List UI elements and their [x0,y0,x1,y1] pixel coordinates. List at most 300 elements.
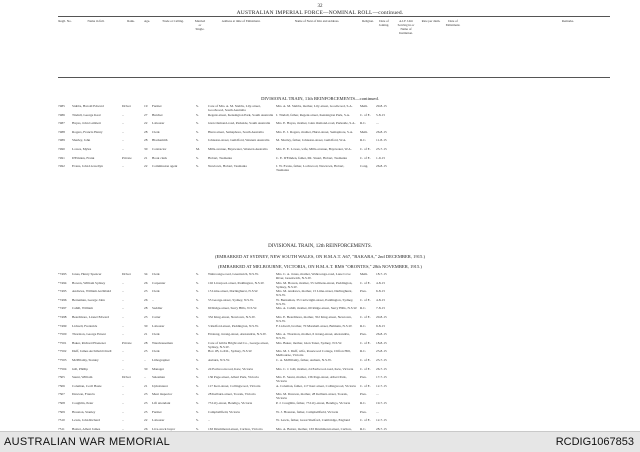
cell-date: 17-7-15 [376,375,387,380]
cell-ms: S. [196,383,199,388]
cell-trade: Clerk [152,272,160,276]
table-row [58,156,610,164]
table-row [58,130,610,138]
cell-age: .. [144,358,146,362]
cell-name: Bowen, William Sydney [72,280,106,285]
cell-age: 22 [144,418,148,423]
cell-date: 4-8-15 [376,297,386,302]
cell-addr: Ettalong, Jerang-street, Alexandria, N.S.W. [208,332,267,337]
cell-age: 25 [144,349,148,354]
cell-no: 7488 [58,129,65,134]
table-row [58,392,610,400]
cell-kin: W. Bernaman, 35 Cartwright-street, Paddington, Sydney, N.S.W. [276,297,354,306]
cell-date: 18-7-15 [376,272,387,276]
cell-ms: S. [196,358,199,362]
cell-kin: C. E. D'Emden, father, Mt. Stuart, Hobart, Tasmania [276,155,347,160]
cell-trade: Live-stock buyer [152,426,176,431]
cell-kin: F. Lidwell, brother, 70 Marshall-street, Balmain, N.S.W. [276,323,353,328]
cell-date: 26-8-15 [376,164,387,169]
cell-addr: Box 1B, G.P.O., Sydney, N.S.W. [208,349,253,354]
cell-date: 1-9-15 [376,155,386,160]
cell-trade: Clerk [152,332,160,337]
col-unit: A.I.F. Unit Serving in or Name of Institution. [397,19,415,35]
cell-addr: Wahroonga-road, Greenwich, N.S.W. [208,272,259,276]
cell-rel: C. of E. [360,358,371,362]
cell-trade: .. [152,297,154,302]
cell-rank: .. [122,332,124,337]
cell-age: 28 [144,340,148,345]
cell-rel: Meth. [360,104,369,108]
cell-name: Tindall, George Keal [72,112,101,117]
cell-kin: J. W. Evans, father, Lochwood, Newtown, Hobart, Tasmania [276,164,345,173]
cell-rank: Driver [122,272,131,276]
cell-no: *7499 [58,323,67,328]
col-married: Married or Single. [194,19,206,31]
cell-trade: Labourer [152,418,165,423]
cell-date: 26-7-15 [376,366,387,371]
table-row [58,306,610,314]
cell-rel: R.C. [360,121,367,126]
cell-trade: Upholsterer [152,383,169,388]
cell-age: 21 [144,383,148,388]
table-row [58,289,610,297]
cell-rel: R.C. [360,306,367,311]
cell-age: 30 [144,147,148,151]
cell-addr: Johnston-street, Guildford, Western Australia [208,138,270,143]
cell-addr: Campbellfield, Victoria [208,409,240,414]
cell-rel: Pres. [360,375,367,380]
page-number: 32 [317,4,323,9]
cell-name: Saunt, William [72,375,93,380]
cell-rel: C. of E. [360,366,371,371]
cell-name: Stubbs, Harold Edward [72,104,104,108]
cell-age: 23 [144,289,148,294]
cell-date: 4-8-15 [376,280,386,285]
cell-trade: Farmer [152,104,162,108]
cell-addr: Care of Mrs. A. M. Stubbs, Lily-street, Goodwood, South Australia [208,104,261,112]
cell-rel: Pres. [360,409,367,414]
cell-ms: S. [196,401,199,405]
table-row [58,315,610,323]
table-row [58,104,610,112]
cell-trade: Contractor [152,147,167,151]
table-row [58,121,610,129]
cell-name: Coleman, Cecil Basie [72,383,102,388]
cell-no: *7501 [58,340,67,345]
cell-no: 7505 [58,375,65,380]
cell-ms: S. [196,112,199,117]
cell-trade: Commission agent [152,164,178,169]
cell-rank: Driver [122,375,131,380]
cell-rank: .. [122,418,124,423]
cell-kin: J. Tindall, father, Regent-street, Kensington Park, S.A. [276,112,350,117]
cell-no: *7494 [58,280,67,285]
cell-rank: .. [122,426,124,431]
cell-name: Beardmore, Lionel Edward [72,315,110,319]
cell-ms: S. [196,104,199,108]
cell-age: 21 [144,332,148,337]
cell-kin: P. J. Coughlin, father, 73 Lily-street, Bendigo, Victoria [276,401,351,405]
cell-trade: Clerk [152,129,160,134]
cell-rel: C. of E. [360,383,371,388]
cell-name: Dawson, Francis [72,392,95,397]
cell-addr: Hobart, Tasmania [208,155,232,160]
cell-addr: Care of Gibbs Bright and Co., George-street, Sydney, N.S.W. [208,340,269,349]
col-regtl-no: Regtl. No. [58,19,72,23]
cell-name: Andrews, William Archibald [72,289,112,294]
cell-ms: S. [196,323,199,328]
table-row [58,367,610,375]
cell-no: 7507 [58,392,65,397]
col-religion: Religion. [362,19,374,23]
cell-ms: S. [196,340,199,345]
section-2-heading: DIVISIONAL TRAIN, 12th REINFORCEMENTS. [268,244,372,249]
cell-name: Lidwell, Frederick [72,323,98,328]
cell-kin: W. Lewis, father, Great Shelford, Cambridge, England [276,418,350,423]
cell-rank: .. [122,297,124,302]
cell-trade: Warehouseman [152,340,173,345]
cell-kin: Mrs. E. Beardmore, mother, 352 King-street, Newtown, N.S.W. [276,315,352,323]
cell-kin: W. J. Houston, father, Campbellfield, Victoria [276,409,339,414]
cell-addr: Auburn, N.S.W. [208,358,230,362]
cell-rel: C. of E. [360,147,371,151]
cell-name: D'Emden, Frank [72,155,95,160]
cell-ms: S. [196,375,199,380]
cell-rank: .. [122,392,124,397]
cell-rank: .. [122,323,124,328]
cell-date: 19-7-15 [376,401,387,405]
cell-rank: .. [122,289,124,294]
cell-rank: .. [122,383,124,388]
table-row [58,384,610,392]
cell-trade: Clerk [152,289,160,294]
cell-rel: R.C. [360,401,367,405]
cell-addr: 55 George-street, Sydney, N.S.W. [208,297,254,302]
cell-kin: Mrs. E. Saunt, mother, 136 Page-street, Albert Park, Victoria [276,375,347,384]
footer-bar [0,431,640,452]
cell-rank: Private [122,340,132,345]
cell-rank: .. [122,147,124,151]
cell-name: Duff, James Archibald Orrell [72,349,112,354]
col-rank: Rank. [127,19,135,23]
cell-age: 28 [144,129,148,134]
cell-rank: .. [122,366,124,371]
col-enlist-date: Date of Enlistment. [445,19,461,27]
cell-ms: S. [196,306,199,311]
cell-rel: Meth. [360,272,369,276]
cell-rel: C. of E. [360,340,371,345]
cell-rel: C. of E. [360,315,371,319]
cell-no: 7511 [58,426,65,431]
cell-no: 7490 [58,147,65,151]
footer-source: AUSTRALIAN WAR MEMORIAL [4,436,171,448]
cell-no: 7492 [58,164,65,169]
cell-rel: R.C. [360,323,367,328]
cell-date: 9-8-15 [376,323,386,328]
cell-date: 20-8-15 [376,315,387,319]
cell-addr: .. [208,418,210,423]
cell-name: Jones, Henry Spencer [72,272,102,276]
col-age: Age. [143,19,151,23]
cell-rel: R.C. [360,426,367,431]
cell-trade: Saddler [152,306,163,311]
cell-rank: .. [122,358,124,362]
cell-trade: Meat inspector [152,392,173,397]
cell-addr: 117 Kerr-street, Collingwood, Victoria [208,383,261,388]
cell-trade: Carpenter [152,280,166,285]
cell-no: 7509 [58,409,65,414]
cell-date: 12-7-15 [376,383,387,388]
cell-date: 28-7-15 [376,426,387,431]
cell-kin: A. Coleman, father, 117 Kerr-street, Collingwood, Victoria [276,383,356,388]
table-row [58,418,610,426]
cell-trade: Labourer [152,121,165,126]
cell-kin: Mrs. C. J. Gill, mother, 24 Earlwood-road, Kew, Victoria [276,366,354,371]
cell-age: 21 [144,155,148,160]
table-row [58,272,610,280]
table-row [58,324,610,332]
cell-date: ... [376,121,379,126]
cell-age: 23 [144,401,148,405]
cell-kin: Mrs. A. Baxter, mother, 163 Drummond-street, Carlton, [276,426,352,431]
cell-kin: Mrs. E. J. Rogers, mother, Hurst-street, Semaphore, S.A. [276,129,354,134]
cell-addr: 24 Earlwood-road, Kew, Victoria [208,366,253,371]
section-1-heading: DIVISIONAL TRAIN, 11th REINFORCEMENTS—continued. [261,96,379,101]
cell-no: 7487 [58,121,65,126]
cell-trade: Blacksmith [152,138,168,143]
cell-name: Baker, Richard Ebenezer [72,340,106,345]
cell-trade: Labourer [152,323,165,328]
cell-date: 23-7-15 [376,147,387,151]
cell-no: *7498 [58,315,67,319]
cell-date: 6-8-15 [376,289,386,294]
cell-kin: Mrs. A. Cahill, mother, 60 Ridge-street, Surry Hills, N.S.W. [276,306,358,311]
cell-addr: Regent-street, Kensington Park, South Australia [208,112,274,117]
cell-addr: 102 Liverpool-street, Paddington, N.S.W. [208,280,265,285]
cell-name: Evans, John Llewellyn [72,164,103,169]
cell-kin: M. Sharley, father, Johnston-street, Guildford, W.A. [276,138,347,143]
cell-no: *7504 [58,366,67,371]
cell-rank: .. [122,409,124,414]
cell-no: 7508 [58,401,65,405]
table-row [58,341,610,349]
cell-rel: Pres. [360,392,367,397]
cell-date: 5-8-15 [376,112,386,117]
cell-ms: S. [196,426,199,431]
cell-rel: C. of E. [360,297,371,302]
cell-age: 34 [144,272,148,276]
table-row [58,375,610,383]
col-remarks: Remarks. [561,19,575,23]
cell-rel: Meth. [360,129,369,134]
cell-trade: Salesman [152,375,165,380]
cell-trade: Manager [152,366,165,371]
cell-kin: C. A. McPillamy, father, Auburn, N.S.W. [276,358,332,362]
cell-rel: C. of E. [360,418,371,423]
cell-ms: S. [196,392,199,397]
cell-rank: .. [122,280,124,285]
cell-age: 23 [144,315,148,319]
cell-addr: Newtown, Hobart, Tasmania [208,164,247,169]
cell-age: 26 [144,280,148,285]
cell-name: Lewis, John Richard [72,418,100,423]
cell-name: Coughlin, Peter [72,401,94,405]
cell-name: Hayes, John Lambert [72,121,101,126]
cell-rank: .. [122,164,124,169]
cell-rank: .. [122,129,124,134]
cell-age: 30 [144,323,148,328]
cell-addr: 28 Kelburn-street, Toorak, Victoria [208,392,256,397]
cell-addr: Glen Osmond-road, Parkside, South Australia [208,121,271,126]
cell-no: *7495 [58,289,67,294]
cell-ms: S. [196,129,199,134]
cell-no: 7486 [58,112,65,117]
cell-addr: Hurst-street, Semaphore, South Australia [208,129,264,134]
cell-age: 25 [144,409,148,414]
cell-ms: S. [196,332,199,337]
cell-age: 22 [144,121,148,126]
cell-rel: Pres. [360,332,367,337]
cell-age: 28 [144,138,148,143]
cell-ms: M. [196,147,200,151]
cell-name: Thornton, George Ernest [72,332,106,337]
cell-addr: 60 Ridge-street, Surry Hills, N.S.W. [208,306,257,311]
table-row [58,113,610,121]
cell-no: 7506 [58,383,65,388]
cell-rel: C. of E. [360,112,371,117]
cell-no: *7503 [58,358,67,362]
table-row [58,401,610,409]
section-2-subheading-melbourne: (EMBARKED AT MELBOURNE, VICTORIA, ON H.M.A.T. RMS "ORONTES," 28th NOVEMBER, 1915.) [218,264,422,269]
cell-no: 7489 [58,138,65,143]
cell-rel: R.C. [360,138,367,143]
cell-age: 26 [144,426,148,431]
table-row [58,164,610,172]
cell-rank: .. [122,306,124,311]
cell-date: 12-7-15 [376,418,387,423]
cell-ms: S. [196,409,199,414]
cell-age: 28 [144,306,148,311]
cell-ms: S. [196,138,199,143]
table-row [58,281,610,289]
cell-trade: Farmer [152,409,162,414]
cell-addr: 5 Redford-street, Paddington, N.S.W. [208,323,259,328]
cell-ms: S. [196,121,199,126]
cell-date: 23-8-15 [376,349,387,354]
cell-age: 23 [144,392,148,397]
cell-rel: Pres. [360,289,367,294]
cell-trade: Lithographer [152,358,170,362]
cell-rank: .. [122,112,124,117]
col-trade: Trade or Calling. [162,19,184,23]
cell-date: 26-8-15 [376,332,387,337]
cell-ms: S. [196,289,199,294]
cell-rank: .. [122,401,124,405]
col-rate: Rate per diem. [421,19,441,23]
cell-kin: Mrs. A. Thornton, mother, 6 Jerang-street, Alexandria, N.S.W. [276,332,350,341]
cell-age: 19 [144,104,148,108]
table-row [58,410,610,418]
cell-name: Cahill, William [72,306,93,311]
cell-ms: S. [196,297,199,302]
table-row [58,358,610,366]
cell-kin: Mrs. M. J. Duff, wife, Rosewood Cottage, Clifton Hill, Melbourne, Victoria [276,349,351,358]
cell-date: 23-7-15 [376,358,387,362]
cell-no: 7485 [58,104,65,108]
cell-no: *7500 [58,332,67,337]
cell-kin: Mrs. M. Dawson, mother, 28 Kelburn-street, Toorak, Victoria [276,392,348,401]
cell-trade: Clerk [152,349,160,354]
cell-name: Lowes, Myles [72,147,92,151]
section-2-subheading-sydney: (EMBARKED AT SYDNEY, NEW SOUTH WALES, ON H.M.A.T. A67, "BAKARA," 2nd DECEMBER, 1915.) [214,254,426,259]
cell-no: 7510 [58,418,65,423]
cell-addr: 136 Page-street, Albert Park, Victoria [208,375,259,380]
cell-no: *7493 [58,272,67,276]
cell-ms: S. [196,418,199,423]
page-title: AUSTRALIAN IMPERIAL FORCE—NOMINAL ROLL—continued. [236,10,404,16]
cell-name: Bernaman, George John [72,297,105,302]
table-header [58,16,610,78]
cell-trade: Carter [152,315,161,319]
cell-age: 26 [144,297,148,302]
cell-kin: Mrs. M. Andrews, mother, 15 Lime-street, Darlinghurst, N.S.W. [276,289,353,298]
cell-addr: Mills-avenue, Bayswater, Western Australia [208,147,268,151]
table-row [58,298,610,306]
cell-ms: S. [196,164,199,169]
col-name: Name in full. [87,19,105,23]
cell-trade: Butcher [152,112,163,117]
cell-name: Houston, Stanley [72,409,96,414]
col-date-joining: Date of Joining. [378,19,390,27]
cell-name: Gill, Phillip [72,366,89,371]
cell-no: *7497 [58,306,67,311]
cell-no: 7491 [58,155,65,160]
col-address: Address at time of Enlistment. [221,19,261,23]
cell-addr: 15 Lime-street, Darlinghurst, N.S.W. [208,289,259,294]
cell-no: *7502 [58,349,67,354]
cell-ms: S. [196,315,199,319]
cell-addr: 73 Lily-street, Bendigo, Victoria [208,401,253,405]
cell-ms: S. [196,155,199,160]
cell-rank: .. [122,315,124,319]
cell-age: .. [144,375,146,380]
cell-date: 26-8-15 [376,129,387,134]
cell-age: 22 [144,164,148,169]
cell-ms: S. [196,366,199,371]
cell-date: 7-8-15 [376,306,386,311]
cell-age: 27 [144,112,148,117]
cell-kin: Mrs. M. Bowen, mother, 55 Gibbens-street, Paddington, Sydney, N.S.W. [276,280,353,289]
cell-rank: .. [122,138,124,143]
cell-ms: S. [196,272,199,276]
cell-name: McPillamy, Stanley [72,358,99,362]
cell-rel: R.C. [360,349,367,354]
table-row [58,147,610,155]
cell-trade: Book clerk [152,155,167,160]
cell-ms: S. [196,349,199,354]
table-row [58,349,610,357]
cell-rank: .. [122,349,124,354]
cell-trade: Lift attendant [152,401,171,405]
cell-rel: C. of E. [360,155,371,160]
cell-name: Sharley, John [72,138,91,143]
cell-kin: Mrs. C. A. Jones, mother, Wahroonga-road, Lane Cove River, Greenwich, N.S.W. [276,272,351,280]
cell-name: Baxter, Albert James [72,426,101,431]
cell-addr: 352 King-street, Newtown, N.S.W. [208,315,256,319]
cell-date: ... [376,392,379,397]
cell-name: Rogers, Francis Henry [72,129,103,134]
cell-rank: .. [122,121,124,126]
